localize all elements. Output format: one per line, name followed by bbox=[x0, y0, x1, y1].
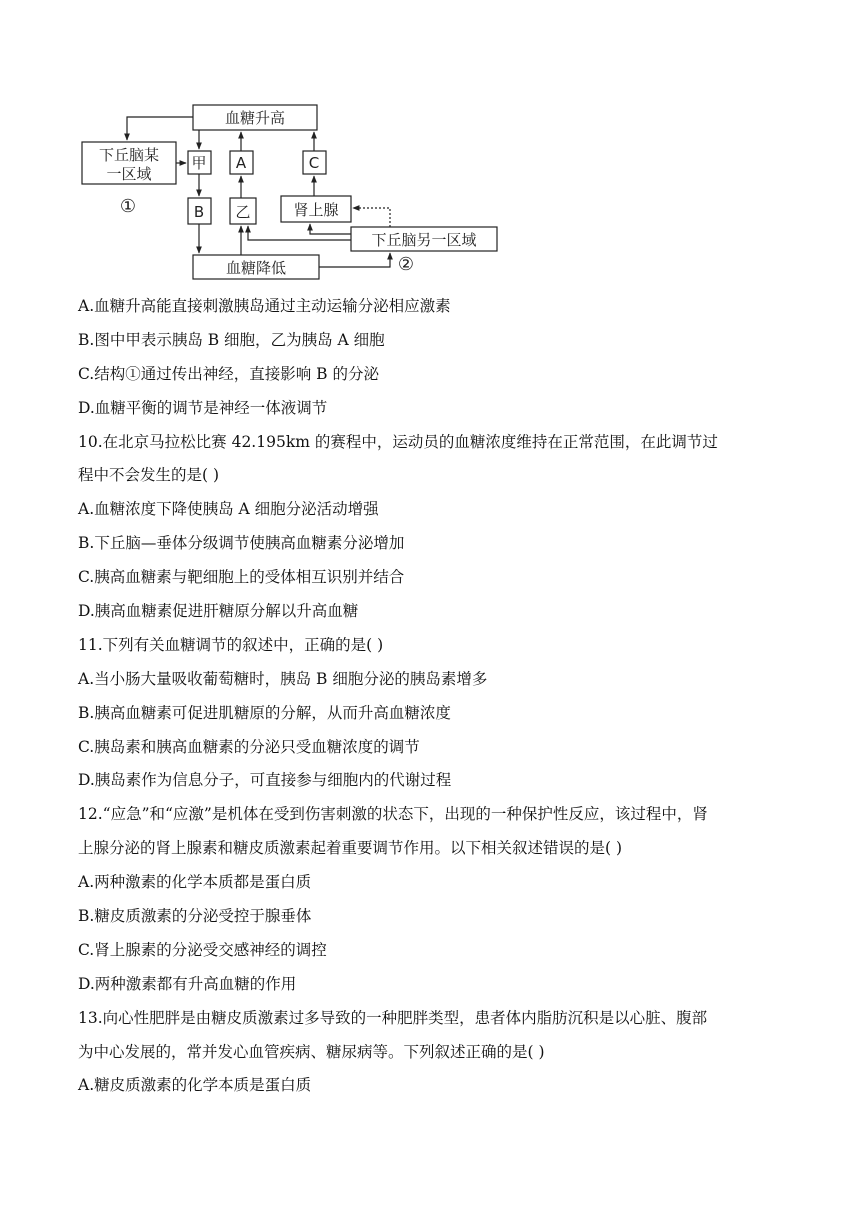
question-text-block bbox=[78, 290, 798, 1103]
text-line: 程中不会发生的是( ) bbox=[78, 466, 220, 485]
label-circled-2: ② bbox=[397, 254, 415, 275]
text-line: B.糖皮质激素的分泌受控于腺垂体 bbox=[78, 907, 312, 926]
hypothalamus-left-label-2: 一区域 bbox=[106, 165, 152, 183]
text-line: 10.在北京马拉松比赛 42.195km 的赛程中，运动员的血糖浓度维持在正常范围，在此调节过 bbox=[78, 432, 718, 451]
top-box-label: 血糖升高 bbox=[224, 109, 286, 127]
blood-sugar-regulation-diagram bbox=[78, 100, 508, 282]
hypothalamus-right-label: 下丘脑另一区域 bbox=[371, 231, 477, 249]
text-line: A.当小肠大量吸收葡萄糖时，胰岛 B 细胞分泌的胰岛素增多 bbox=[78, 669, 488, 688]
text-line: 为中心发展的，常并发心血管疾病、糖尿病等。下列叙述正确的是( ) bbox=[78, 1042, 545, 1061]
hypothalamus-left-label-1: 下丘脑某 bbox=[98, 146, 160, 164]
bottom-box-label: 血糖降低 bbox=[225, 259, 287, 277]
text-line: B.胰高血糖素可促进肌糖原的分解，从而升高血糖浓度 bbox=[78, 703, 451, 722]
adrenal-label: 肾上腺 bbox=[293, 201, 339, 219]
text-line: C.结构①通过传出神经，直接影响 B 的分泌 bbox=[78, 364, 379, 383]
text-line: D.两种激素都有升高血糖的作用 bbox=[78, 974, 297, 993]
c-label: C bbox=[308, 154, 320, 172]
text-line: 12.“应急”和“应激”是机体在受到伤害刺激的状态下，出现的一种保护性反应，该过程中，肾 bbox=[78, 805, 708, 824]
text-line: C.胰岛素和胰高血糖素的分泌只受血糖浓度的调节 bbox=[78, 737, 420, 756]
text-line: A.两种激素的化学本质都是蛋白质 bbox=[78, 873, 312, 892]
text-line: 上腺分泌的肾上腺素和糖皮质激素起着重要调节作用。以下相关叙述错误的是( ) bbox=[78, 839, 623, 858]
text-line: C.胰高血糖素与靶细胞上的受体相互识别并结合 bbox=[78, 568, 405, 587]
text-line: B.图中甲表示胰岛 B 细胞，乙为胰岛 A 细胞 bbox=[78, 330, 385, 349]
text-line: D.胰岛素作为信息分子，可直接参与细胞内的代谢过程 bbox=[78, 771, 452, 790]
text-line: A.血糖升高能直接刺激胰岛通过主动运输分泌相应激素 bbox=[78, 297, 451, 315]
jia-label: 甲 bbox=[191, 154, 207, 172]
label-circled-1: ① bbox=[119, 196, 137, 217]
a-label: A bbox=[235, 154, 247, 172]
yi-label: 乙 bbox=[235, 203, 251, 221]
text-line: 11.下列有关血糖调节的叙述中，正确的是( ) bbox=[78, 635, 384, 654]
text-line: C.肾上腺素的分泌受交感神经的调控 bbox=[78, 940, 327, 959]
text-line: D.胰高血糖素促进肝糖原分解以升高血糖 bbox=[78, 602, 359, 621]
b-label: B bbox=[193, 203, 205, 221]
text-line: 13.向心性肥胖是由糖皮质激素过多导致的一种肥胖类型，患者体内脂肪沉积是以心脏、腹部 bbox=[78, 1008, 708, 1027]
text-line: B.下丘脑—垂体分级调节使胰高血糖素分泌增加 bbox=[78, 534, 405, 553]
text-line: D.血糖平衡的调节是神经一体液调节 bbox=[78, 398, 328, 417]
text-line: A.血糖浓度下降使胰岛 A 细胞分泌活动增强 bbox=[78, 500, 379, 519]
text-line: A.糖皮质激素的化学本质是蛋白质 bbox=[78, 1076, 312, 1095]
